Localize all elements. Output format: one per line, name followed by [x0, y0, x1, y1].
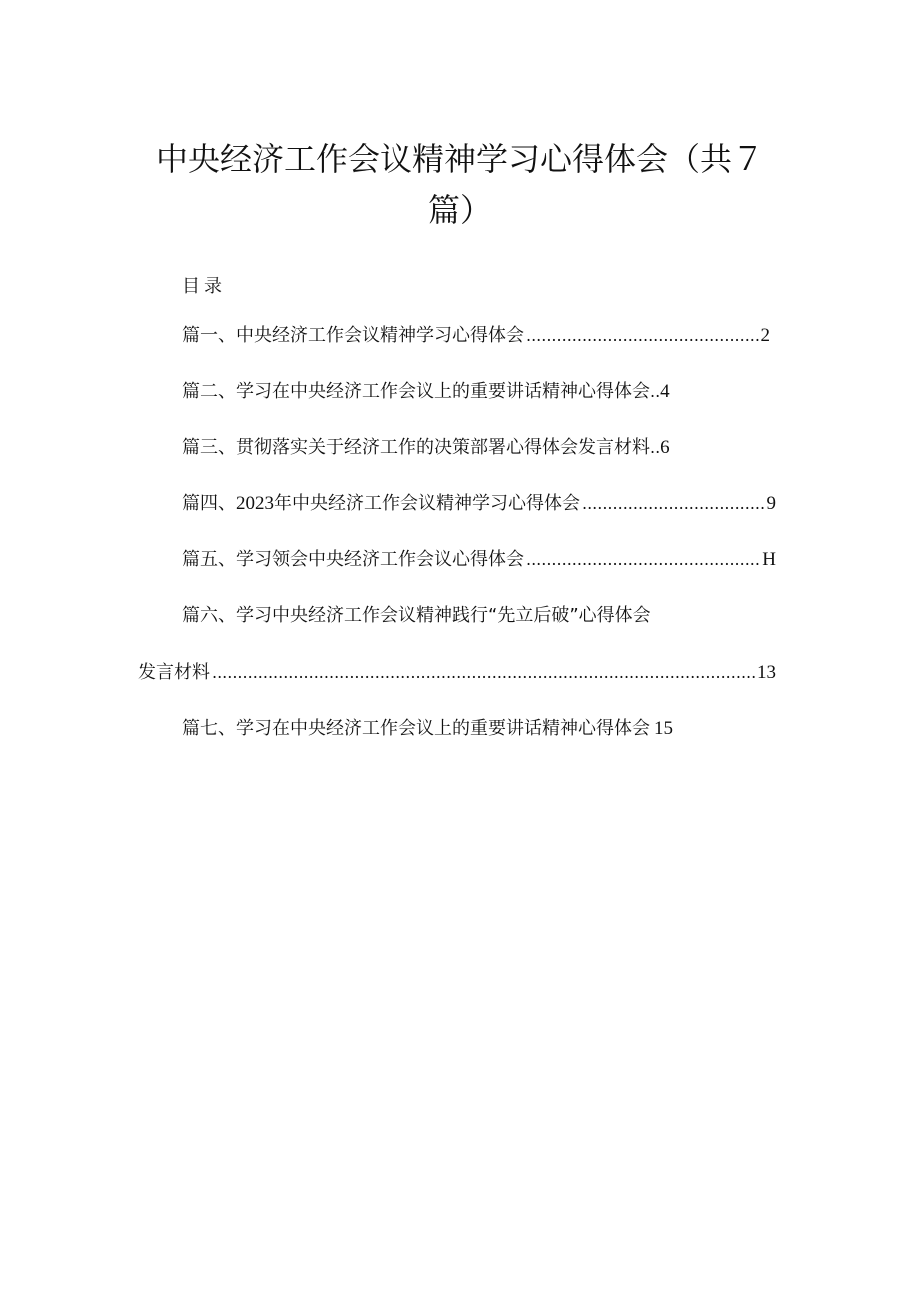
toc-entry-2[interactable]: [182, 381, 670, 403]
toc-entry-label: 篇六、学习中央经济工作会议精神践行“先立后破”心得体会: [182, 605, 651, 626]
toc-heading: 目录: [182, 276, 226, 297]
toc-entry-label: 发言材料: [138, 662, 210, 683]
toc-page-number: 6: [660, 437, 670, 458]
toc-entry-7[interactable]: [182, 718, 673, 740]
toc-page-number: 13: [757, 662, 776, 683]
toc-dot-leader: ..: [650, 382, 661, 401]
toc-entry-6-continued[interactable]: [138, 662, 776, 684]
toc-entry-label: 篇二、学习在中央经济工作会议上的重要讲话精神心得体会: [182, 381, 650, 402]
toc-page-number: 2: [760, 325, 770, 346]
toc-page-number: 9: [766, 493, 776, 514]
toc-entry-3[interactable]: [182, 437, 670, 459]
toc-entry-6[interactable]: [182, 605, 651, 627]
toc-page-number: 15: [654, 718, 673, 739]
toc-dot-leader: [212, 662, 755, 684]
document-title-line-2: 篇）: [427, 191, 492, 229]
document-title-line-1: 中央经济工作会议精神学习心得体会（共７: [155, 140, 764, 178]
toc-page-number: 4: [660, 381, 670, 402]
toc-entry-label: 篇五、学习领会中央经济工作会议心得体会: [182, 549, 524, 570]
toc-entry-year: 2023: [236, 493, 274, 514]
toc-entry-suffix: 年中央经济工作会议精神学习心得体会: [274, 493, 580, 514]
toc-dot-leader: [582, 493, 765, 515]
toc-dot-leader: [526, 325, 759, 347]
toc-page-number: H: [762, 549, 776, 570]
toc-dot-leader: ..: [650, 438, 661, 457]
toc-entry-label: 篇三、贯彻落实关于经济工作的决策部署心得体会发言材料: [182, 437, 650, 458]
toc-entry-label: 篇一、中央经济工作会议精神学习心得体会: [182, 325, 524, 346]
toc-entry-label: [182, 493, 580, 515]
toc-entry-prefix: 篇四、: [182, 493, 236, 514]
toc-entry-1[interactable]: [182, 325, 770, 347]
toc-entry-4[interactable]: [182, 493, 776, 515]
toc-dot-leader: [526, 549, 760, 571]
toc-entry-label: 篇七、学习在中央经济工作会议上的重要讲话精神心得体会: [182, 718, 650, 739]
toc-entry-5[interactable]: [182, 549, 776, 571]
